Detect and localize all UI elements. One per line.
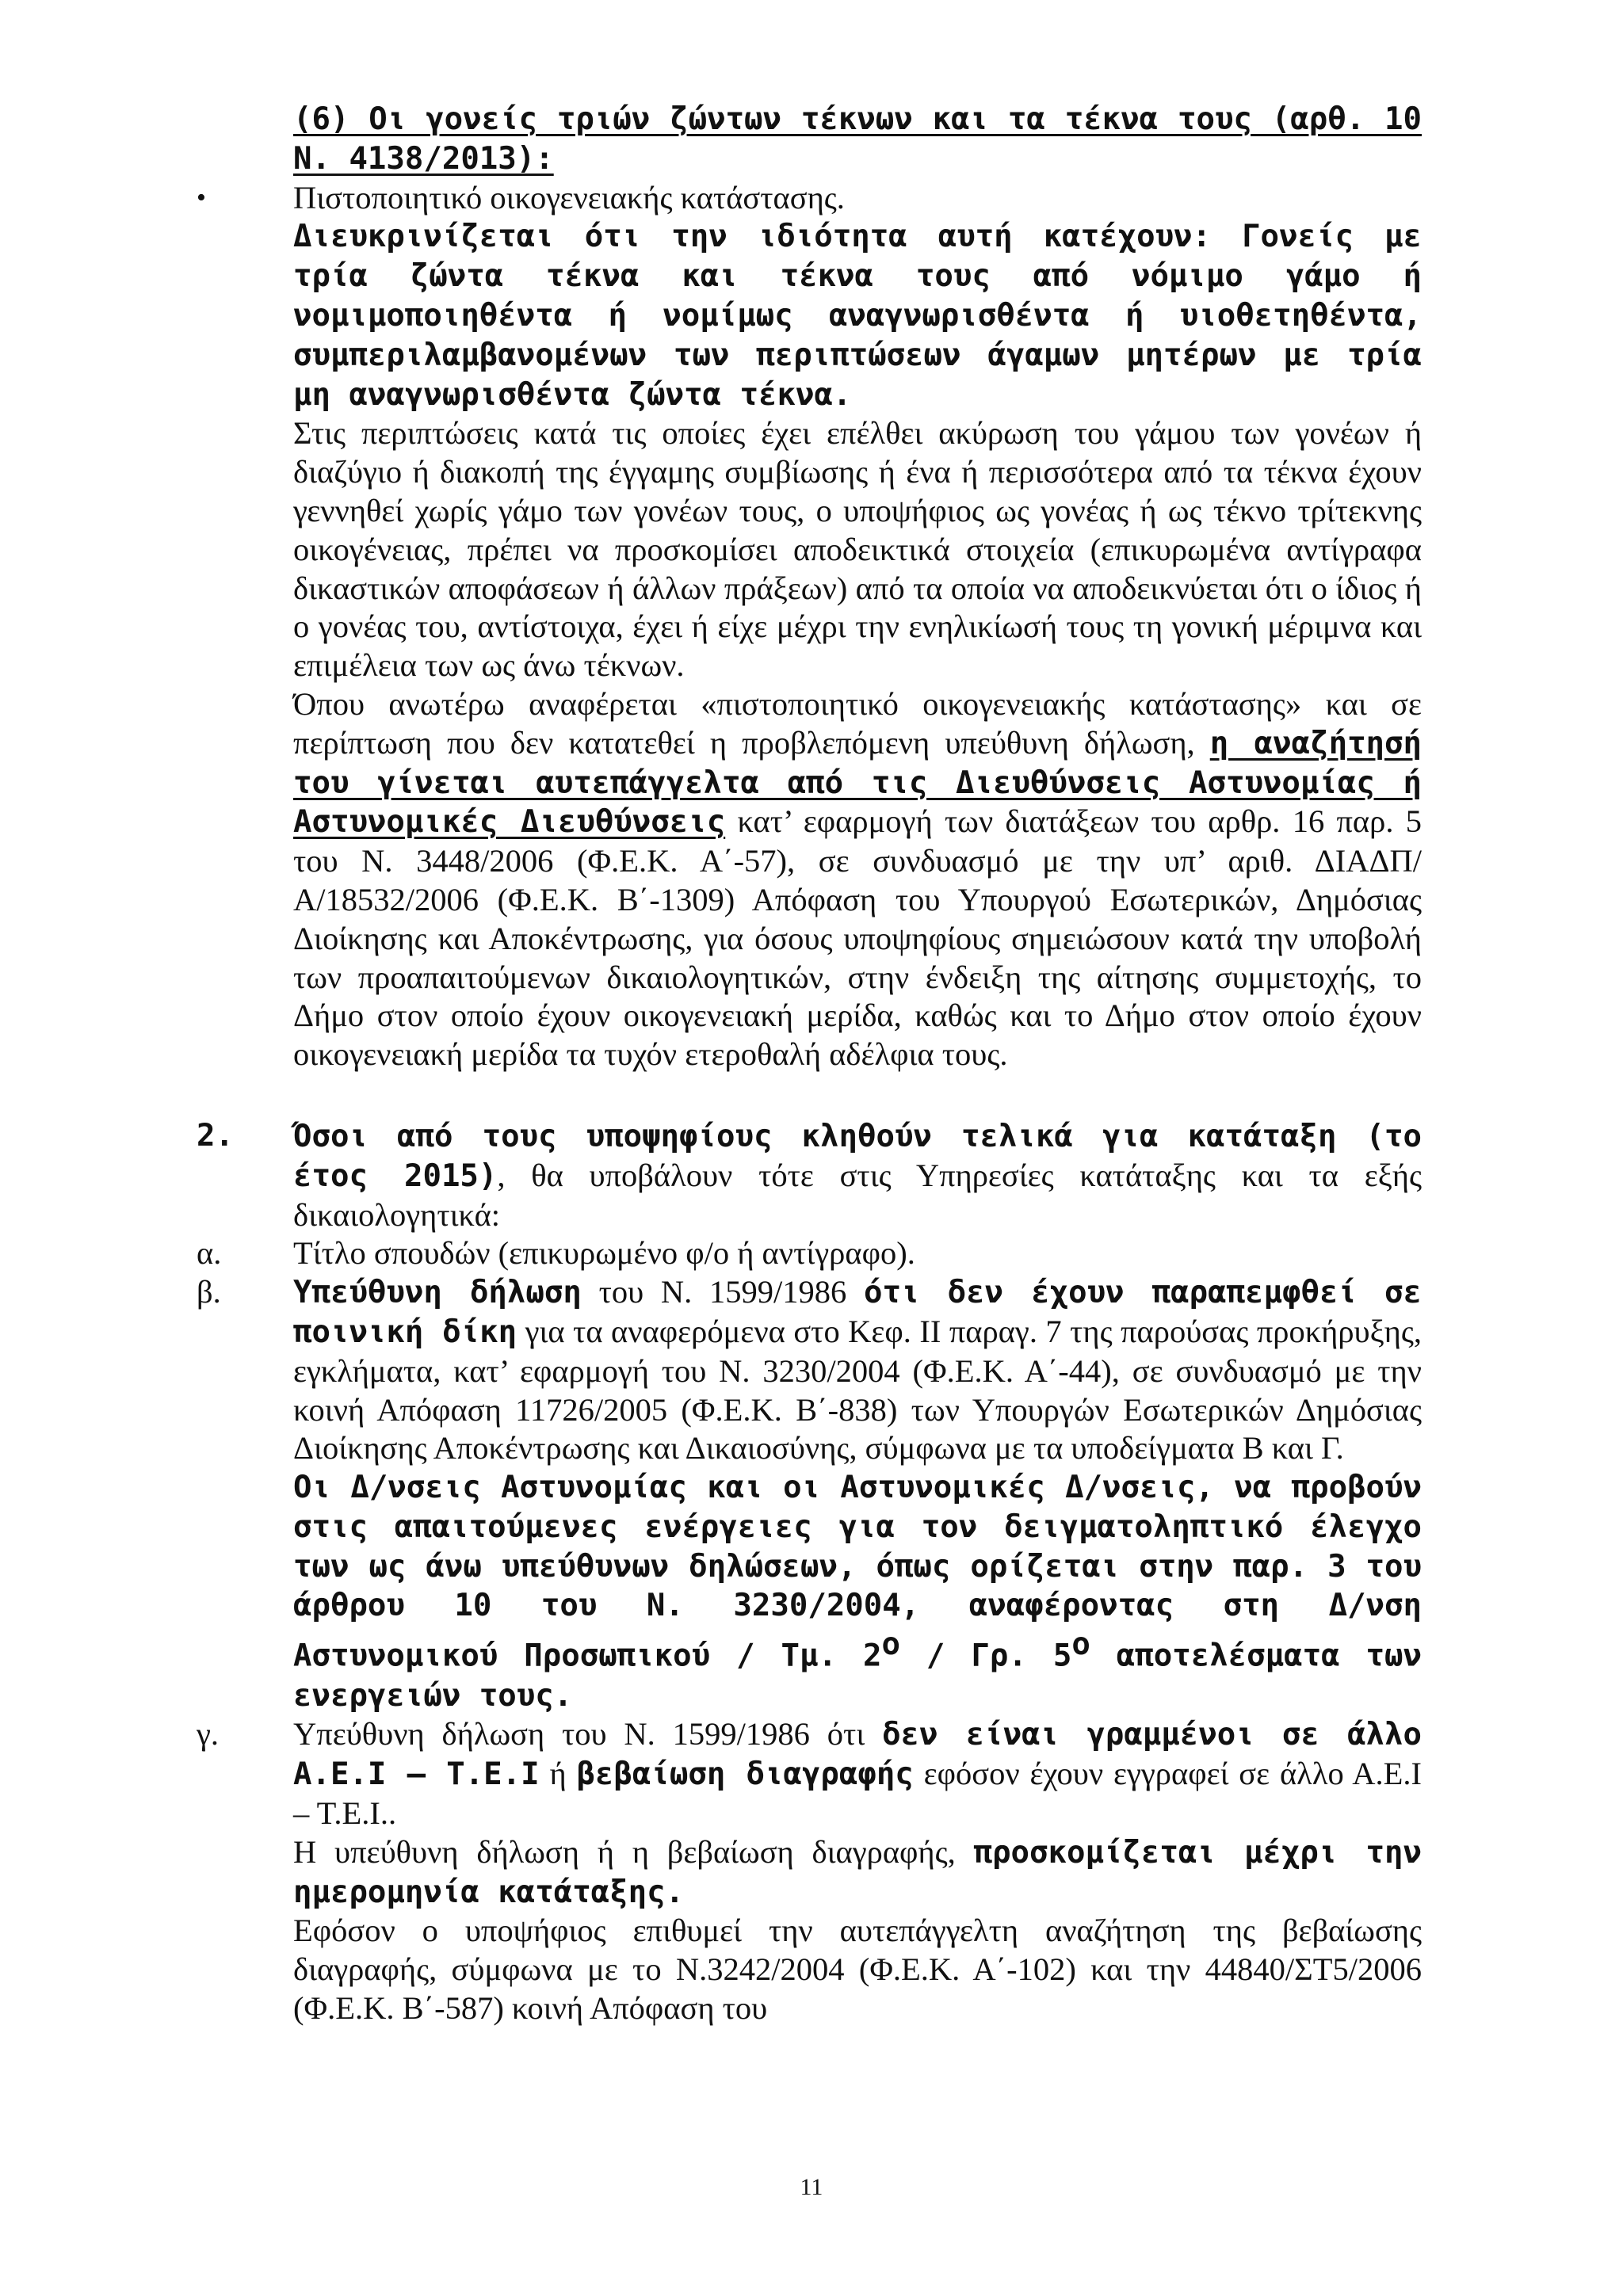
item-c-marker: γ.	[197, 1716, 220, 1753]
item-b-police-paragraph: Οι Δ/νσεις Αστυνομίας και οι Αστυνομικές Δ/νσεις, να προβούν στις απαιτούμενες ενέργειες για τον δειγματοληπτικό έλεγχο των ως άνω υπεύθυνων δηλώσεων, όπως ορίζεται στην παρ. 3 του άρθρου 10 του Ν. 3230/2004, αναφέροντας στη Δ/νση Αστυνομικού Προσωπικού / Τμ. $2^o$ / Γρ. $5^o$ αποτελέσματα των ενεργειών τους.	[293, 1470, 1422, 1714]
bullet-text: Πιστοποιητικό οικογενειακής κατάστασης.	[293, 179, 845, 215]
subsection-heading: (6) Οι γονείς τριών ζώντων τέκνων και τα τέκνα τους (αρθ. 10 Ν. 4138/2013):	[293, 101, 1422, 177]
item-c-paragraph-2: Η υπεύθυνη δήλωση ή η βεβαίωση διαγραφής, προσκομίζεται μέχρι την ημερομηνία κατάταξης.	[293, 1833, 1423, 1910]
item-a-marker: α.	[197, 1235, 222, 1272]
clarification-paragraph: Διευκρινίζεται ότι την ιδιότητα αυτή κατέχουν: Γονείς με τρία ζώντα τέκνα και τέκνα τους από νόμιμο γάμο ή νομιμοποιηθέντα ή νομίμως αναγνωρισθέντα ή υιοθετηθέντα, συμπεριλαμβανομένων των περιπτώσεων άγαμων μητέρων με τρία μη αναγνωρισθέντα ζώντα τέκνα.	[293, 219, 1422, 413]
section-2-intro: 2. Όσοι από τους υποψηφίους κληθούν τελικά για κατάταξη (το έτος 2015), θα υποβάλουν τότε στις Υπηρεσίες κατάταξης και τα εξής δικαιολογητικά:	[197, 1117, 1422, 1233]
item-c: γ. Υπεύθυνη δήλωση του Ν. 1599/1986 ότι δεν είναι γραμμένοι σε άλλο Α.Ε.Ι – Τ.Ε.Ι ή βεβαίωση διαγραφής εφόσον έχουν εγγραφεί σε άλλο Α.Ε.Ι – Τ.Ε.Ι..	[197, 1716, 1423, 1831]
section-gap	[197, 1074, 1422, 1117]
item-c-paragraph-3: Εφόσον ο υποψήφιος επιθυμεί την αυτεπάγγελτη αναζήτηση της βεβαίωσης διαγραφής, σύμφωνα με το Ν.3242/2004 (Φ.Ε.Κ. Α΄-102) και την 44840/ΣΤ5/2006 (Φ.Ε.Κ. Β΄-587) κοινή Απόφαση του	[293, 1913, 1422, 2026]
item-a: α. Τίτλο σπουδών (επικυρωμένο φ/ο ή αντίγραφο).	[197, 1234, 1422, 1273]
page-content	[197, 100, 1422, 2028]
item-b: β. Υπεύθυνη δήλωση του Ν. 1599/1986 ότι δεν έχουν παραπεμφθεί σε ποινική δίκη για τα αναφερόμενα στο Κεφ. ΙΙ παραγ. 7 της παρούσας προκήρυξης, εγκλήματα, κατ’ εφαρμογή του Ν. 3230/2004 (Φ.Ε.Κ. Α΄-44), σε συνδυασμό με την κοινή Απόφαση 11726/2005 (Φ.Ε.Κ. Β΄-838) των Υπουργών Εσωτερικών Δημόσιας Διοίκησης Αποκέντρωσης και Δικαιοσύνης, σύμφωνα με τα υποδείγματα Β και Γ.	[197, 1274, 1422, 1466]
section-number: 2.	[197, 1117, 234, 1154]
item-b-marker: β.	[197, 1274, 221, 1310]
auto-search-emphasis: η αναζήτησή του γίνεται αυτεπάγγελτα από τις Διευθύνσεις Αστυνομίας ή Αστυνομικές Διευθύνσεις	[293, 725, 1422, 841]
page-number: 11	[800, 2174, 823, 2200]
bullet-item	[197, 179, 1422, 218]
auto-search-paragraph: Όπου ανωτέρω αναφέρεται «πιστοποιητικό οικογενειακής κατάστασης» και σε περίπτωση που δεν κατατεθεί η προβλεπόμενη υπεύθυνη δήλωση, η αναζήτησή του γίνεται αυτεπάγγελτα από τις Διευθύνσεις Αστυνομίας ή Αστυνομικές Διευθύνσεις κατ’ εφαρμογή των διατάξεων του αρθρ. 16 παρ. 5 του Ν. 3448/2006 (Φ.Ε.Κ. Α΄-57), σε συνδυασμό με την υπ’ αριθ. ΔΙΑΔΠ/Α/18532/2006 (Φ.Ε.Κ. Β΄-1309) Απόφαση του Υπουργού Εσωτερικών, Δημόσιας Διοίκησης και Αποκέντρωσης, για όσους υποψηφίους σημειώσουν κατά την υποβολή των προαπαιτούμενων δικαιολογητικών, στην ένδειξη της αίτησης συμμετοχής, το Δήμο στον οποίο έχουν οικογενειακή μερίδα, καθώς και το Δήμο στον οποίο έχουν οικογενειακή μερίδα τα τυχόν ετεροθαλή αδέλφια τους.	[293, 685, 1423, 1073]
bullet-icon: •	[197, 182, 206, 212]
cases-paragraph: Στις περιπτώσεις κατά τις οποίες έχει επέλθει ακύρωση του γάμου των γονέων ή διαζύγιο ή διακοπή της έγγαμης συμβίωσης ή ένα ή περισσότερα από τα τέκνα έχουν γεννηθεί χωρίς γάμο των γονέων τους, ο υποψήφιος ως γονέας ή ως τέκνο τρίτεκνης οικογένειας, πρέπει να προσκομίσει αποδεικτικά στοιχεία (επικυρωμένα αντίγραφα δικαστικών αποφάσεων ή άλλων πράξεων) από τα οποία να αποδεικνύεται ότι ο ίδιος ή ο γονέας του, αντίστοιχα, έχει ή είχε μέχρι την ενηλικίωσή τους τη γονική μέριμνα και επιμέλεια των ως άνω τέκνων.	[293, 415, 1422, 684]
